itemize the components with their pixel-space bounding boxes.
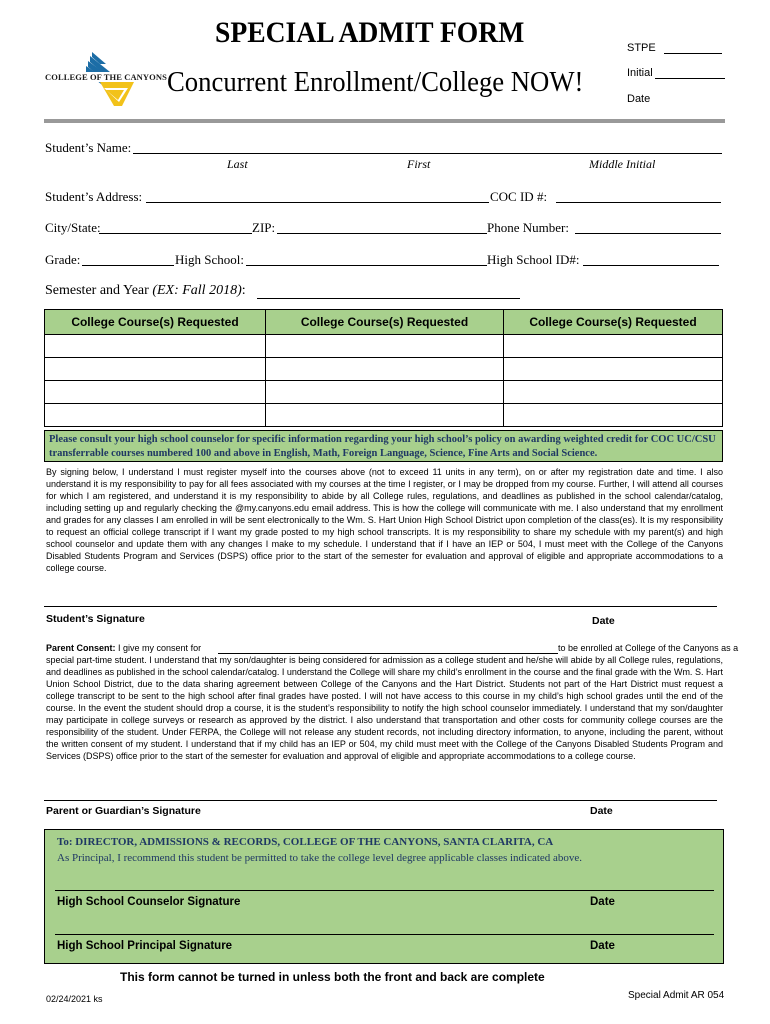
- semester-colon: :: [241, 283, 246, 298]
- header-divider: [44, 119, 725, 123]
- coc-id-label: COC ID #:: [490, 189, 548, 204]
- parent-consent-first-line: [46, 642, 739, 654]
- course-cell[interactable]: [45, 335, 266, 358]
- course-row: [45, 404, 723, 427]
- form-id: Special Admit AR 054: [628, 990, 725, 1001]
- course-cell[interactable]: [504, 381, 723, 404]
- zip-label: ZIP:: [252, 220, 276, 235]
- counselor-signature-date-label: Date: [590, 896, 615, 908]
- phone-label: Phone Number:: [487, 220, 569, 235]
- initial-label: Initial: [627, 67, 653, 79]
- course-header-1: College Course(s) Requested: [45, 310, 266, 335]
- initial-field[interactable]: [655, 78, 725, 79]
- high-school-id-label: High School ID#:: [487, 252, 580, 267]
- last-name-hint: Last: [227, 157, 248, 171]
- stpe-field[interactable]: [664, 53, 722, 54]
- city-state-label: City/State:: [45, 220, 101, 235]
- stpe-label: STPE: [627, 42, 656, 54]
- high-school-field[interactable]: [246, 265, 487, 266]
- course-cell[interactable]: [45, 404, 266, 427]
- child-name-field[interactable]: [218, 642, 558, 654]
- course-cell[interactable]: [504, 358, 723, 381]
- parent-signature-label: Parent or Guardian’s Signature: [46, 805, 201, 817]
- principal-signature-date-label: Date: [590, 940, 615, 952]
- course-cell[interactable]: [266, 358, 504, 381]
- parent-consent-label: Parent Consent:: [46, 643, 116, 653]
- weighted-credit-notice: Please consult your high school counselor for specific information regarding your high school’s policy on awarding weighted credit for COC UC/CSU transferrable courses numbered 100 and above in English, Math, Foreign Language, Science, Fine Arts and Social Science.: [44, 430, 723, 462]
- course-table: [44, 309, 723, 427]
- parent-signature-field[interactable]: [44, 800, 717, 801]
- course-cell[interactable]: [45, 358, 266, 381]
- counselor-signature-field[interactable]: [55, 890, 714, 891]
- semester-label-group: [45, 283, 246, 299]
- student-address-field[interactable]: [146, 202, 489, 203]
- first-name-hint: First: [407, 157, 431, 171]
- parent-signature-date-label: Date: [590, 805, 613, 817]
- principal-signature-field[interactable]: [55, 934, 714, 935]
- student-name-field[interactable]: [133, 153, 722, 154]
- grade-label: Grade:: [45, 252, 81, 267]
- semester-label: Semester and Year: [45, 283, 149, 298]
- student-address-label: Student’s Address:: [45, 189, 143, 204]
- to-director-line: To: DIRECTOR, ADMISSIONS & RECORDS, COLLEGE OF THE CANYONS, SANTA CLARITA, CA: [57, 836, 554, 848]
- counselor-signature-label: High School Counselor Signature: [57, 896, 241, 908]
- course-row: [45, 381, 723, 404]
- parent-consent-body: special part-time student. I understand that my son/daughter is being considered for admission as a college student and he/she will abide by all College rules, regulations, and deadlines as published in the school calendar/catalog. I understand the College will share my child’s enrollment in the course and the final grade with the Wm. S. Hart Union School District, due to the data sharing agreement between College of the Canyons and the Hart District. Students not part of the Hart District must request a college transcript to be sent to the high school after final grades have posted. I will not have access to this course in my child’s high school grades until the end of the course. In the event the student should drop a course, it is the student’s responsibility to notify the high school counselor immediately. I understand that my son/daughter may participate in college surveys or research as approved by the district. I also understand that transportation and other costs for community college courses are the responsibility of the student. Under FERPA, the College will not release any student records, not including directory information, to anyone, including the parent, without the written consent of my student. I understand that if my child has an IEP or 504, my child must meet with the College of the Canyons Disabled Students Program and Services (DSPS) office prior to the start of the semester for evaluation and approval of eligible and appropriate accommodations to a college course.: [46, 655, 723, 761]
- student-signature-field[interactable]: [44, 606, 717, 607]
- form-subtitle: Concurrent Enrollment/College NOW!: [167, 66, 584, 98]
- semester-field[interactable]: [257, 298, 520, 299]
- principal-recommend-text: As Principal, I recommend this student be permitted to take the college level degree applicable classes indicated above.: [57, 852, 583, 864]
- course-cell[interactable]: [266, 381, 504, 404]
- student-signature-date-label: Date: [592, 615, 615, 627]
- course-cell[interactable]: [45, 381, 266, 404]
- course-cell[interactable]: [266, 404, 504, 427]
- course-cell[interactable]: [504, 404, 723, 427]
- city-state-field[interactable]: [99, 233, 252, 234]
- coc-id-field[interactable]: [556, 202, 721, 203]
- middle-initial-hint: Middle Initial: [589, 157, 656, 171]
- course-row: [45, 358, 723, 381]
- date-label-header: Date: [627, 93, 651, 105]
- semester-example: (EX: Fall 2018): [152, 283, 242, 298]
- revision-date: 02/24/2021 ks: [46, 994, 103, 1004]
- logo-text: COLLEGE OF THE CANYONS: [45, 72, 167, 82]
- course-header-2: College Course(s) Requested: [266, 310, 504, 335]
- high-school-label: High School:: [175, 252, 244, 267]
- student-agreement-text: By signing below, I understand I must register myself into the courses above (not to exceed 11 units in any term), on or after my registration date and time. I also understand it is my responsibility to pay for all fees associated with my courses at the time I register, or I may be dropped from my course. Further, I will attend all courses for which I am registered, and understand it is my responsibility to abide by all College rules, regulations, and deadlines as published in the school calendar/catalog, including setting up and regularly checking the @my.canyons.edu email address. This is how the college will communicate with me. I also understand that my enrollment and grades for any classes I am enrolled in will be sent electronically to the Wm. S. Hart Union High School District upon completion of the class(es). It is my responsibility to request an official college transcript if I want my grade posted to my high school transcripts. It is my responsibility to share my schedule with my parent(s) and high school counselor and update them with any changes I make to my schedule. I understand that if I have an IEP or 504, I must meet with the College of the Canyons Disabled Students Program and Services (DSPS) office prior to the start of the semester for evaluation and approval of eligible and appropriate accommodations to a college course.: [46, 467, 723, 573]
- course-cell[interactable]: [266, 335, 504, 358]
- parent-consent-tail: to be enrolled at College of the Canyons as a: [558, 643, 739, 653]
- course-header-3: College Course(s) Requested: [504, 310, 723, 335]
- course-table-header: [45, 310, 723, 335]
- high-school-id-field[interactable]: [583, 265, 719, 266]
- form-title: SPECIAL ADMIT FORM: [215, 16, 525, 49]
- phone-field[interactable]: [575, 233, 721, 234]
- course-cell[interactable]: [504, 335, 723, 358]
- college-logo: [44, 50, 167, 106]
- zip-field[interactable]: [277, 233, 487, 234]
- student-signature-label: Student’s Signature: [46, 613, 145, 625]
- course-row: [45, 335, 723, 358]
- grade-field[interactable]: [82, 265, 174, 266]
- principal-signature-label: High School Principal Signature: [57, 940, 233, 952]
- student-name-label: Student’s Name:: [45, 140, 132, 155]
- principal-recommendation-box: [44, 829, 724, 964]
- completion-notice: This form cannot be turned in unless both the front and back are complete: [120, 970, 545, 984]
- parent-consent-lead: I give my consent for: [118, 643, 202, 653]
- parent-consent-block: [46, 642, 739, 762]
